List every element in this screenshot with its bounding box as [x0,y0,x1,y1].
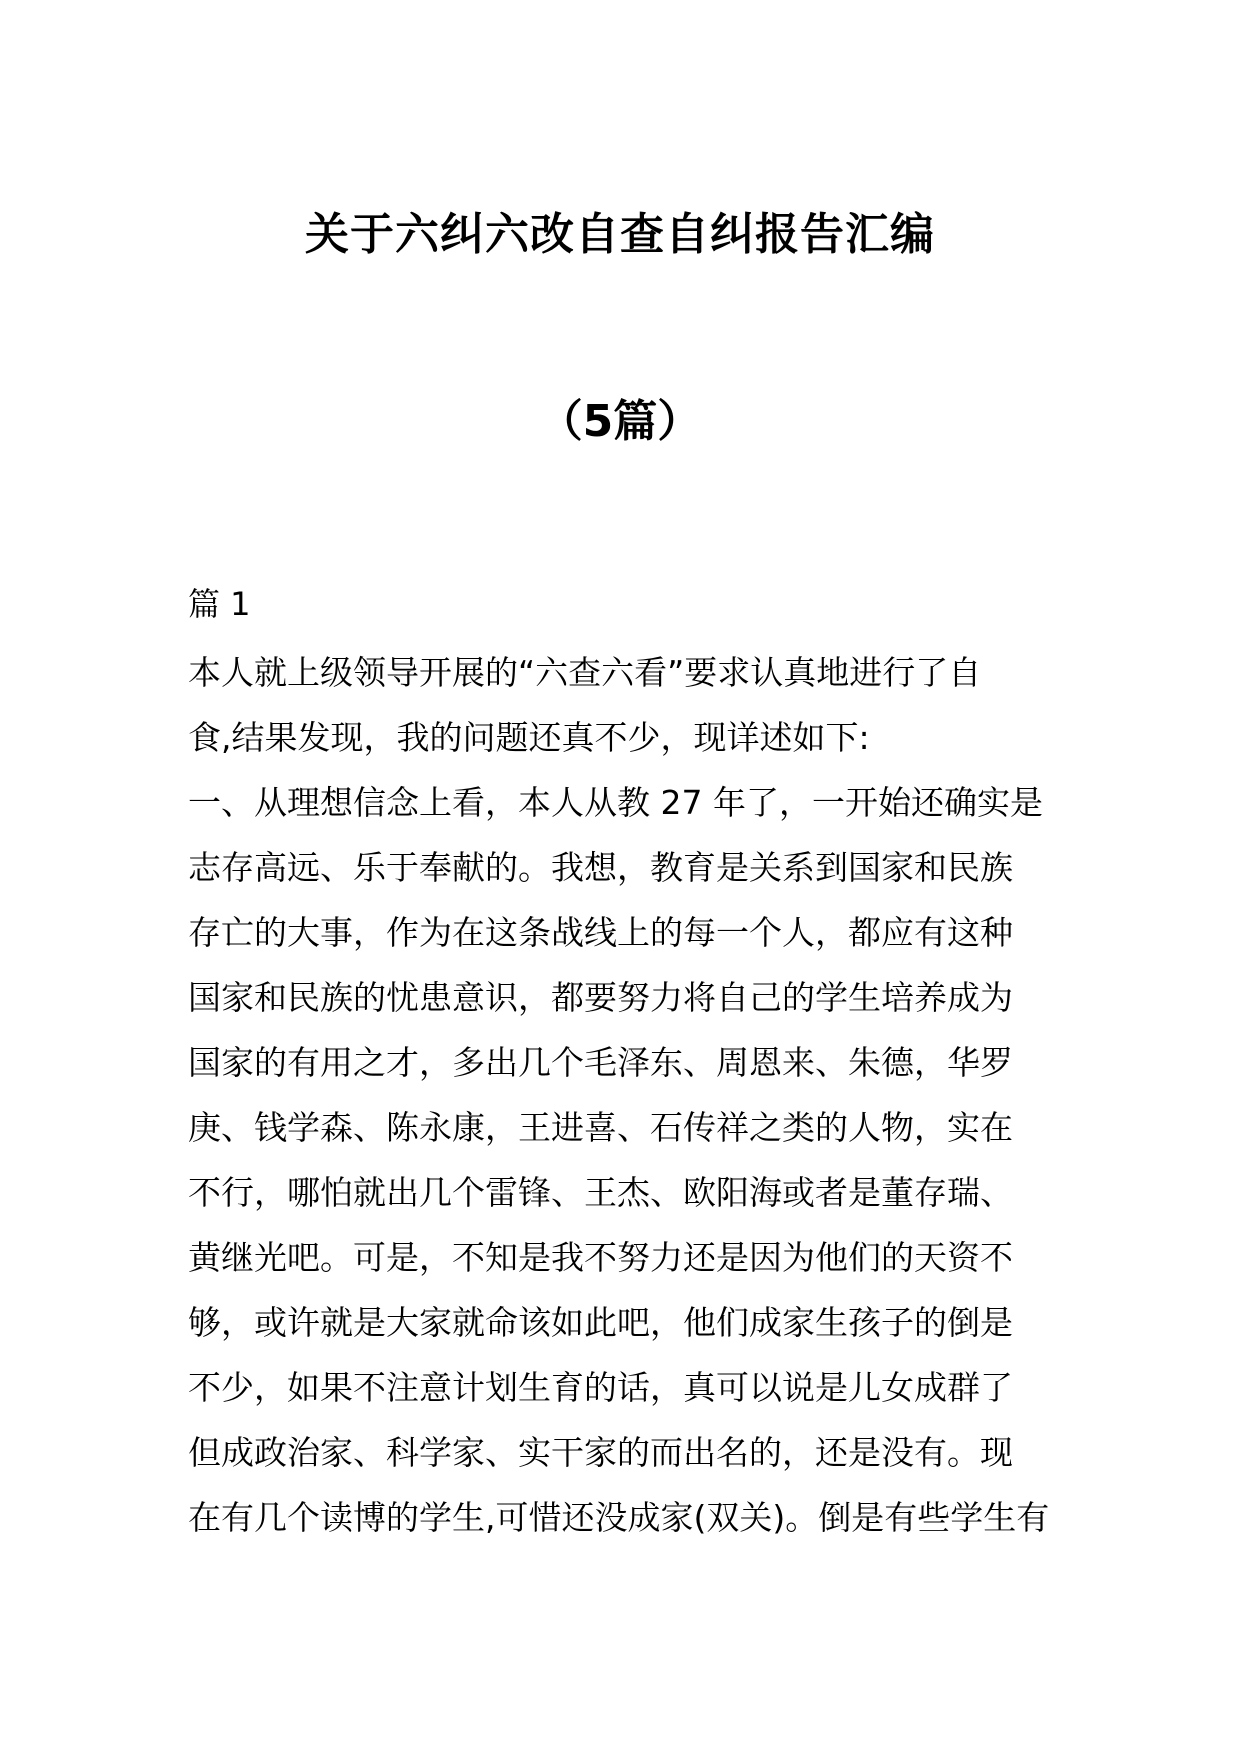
text-line: 庚、钱学森、陈永康，王进喜、石传祥之类的人物，实在 [188,1108,1013,1147]
text-line: 志存高远、乐于奉献的。我想，教育是关系到国家和民族 [188,848,1013,887]
text-line: 但成政治家、科学家、实干家的而出名的，还是没有。现 [188,1433,1013,1472]
text-line: 存亡的大事，作为在这条战线上的每一个人，都应有这种 [188,913,1013,952]
document-subtitle: （5篇） [538,396,702,447]
section-label: 篇 1 [188,585,251,623]
text-line: 够，或许就是大家就命该如此吧，他们成家生孩子的倒是 [188,1303,1013,1342]
document-title: 关于六纠六改自查自纠报告汇编 [305,209,935,260]
text-line: 黄继光吧。可是，不知是我不努力还是因为他们的天资不 [188,1238,1013,1277]
text-line: 在有几个读博的学生,可惜还没成家(双关)。倒是有些学生有 [188,1498,1050,1537]
body-text [188,640,1063,1550]
text-line: 本人就上级领导开展的“六查六看”要求认真地进行了自 [188,653,982,692]
text-line: 食,结果发现，我的问题还真不少，现详述如下: [188,718,870,757]
text-line: 一、从理想信念上看，本人从教 27 年了，一开始还确实是 [188,783,1043,822]
text-line: 国家和民族的忧患意识，都要努力将自己的学生培养成为 [188,978,1013,1017]
text-line: 不少，如果不注意计划生育的话，真可以说是儿女成群了 [188,1368,1013,1407]
text-line: 国家的有用之才，多出几个毛泽东、周恩来、朱德，华罗 [188,1043,1013,1082]
text-line: 不行，哪怕就出几个雷锋、王杰、欧阳海或者是董存瑞、 [188,1173,1013,1212]
